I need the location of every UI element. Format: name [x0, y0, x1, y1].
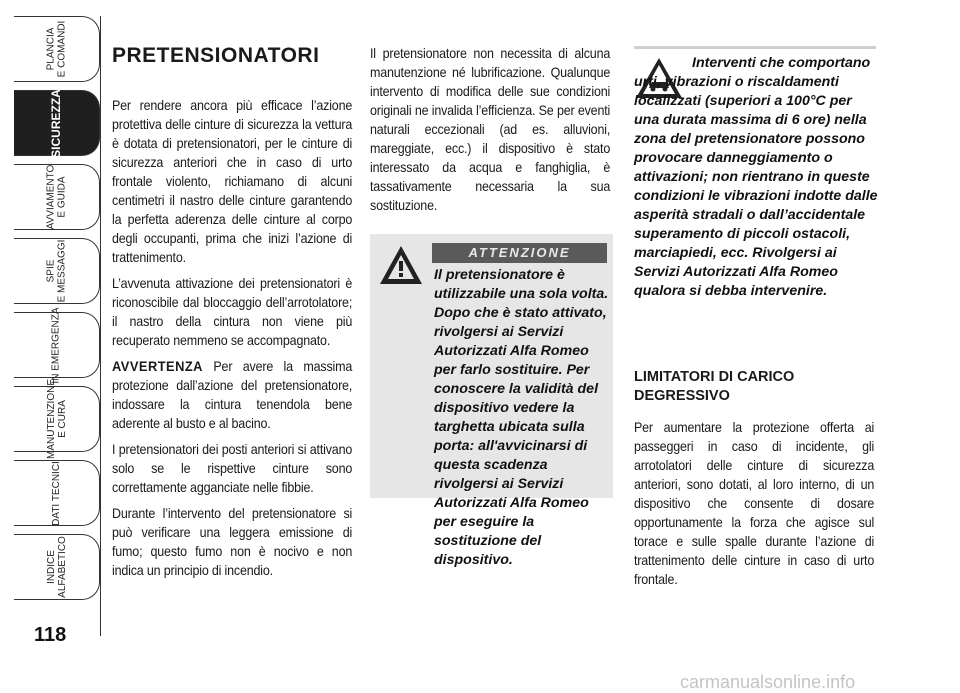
tab-sicurezza[interactable]: [14, 90, 100, 156]
tab-spie[interactable]: [14, 238, 100, 304]
tab-avviamento[interactable]: [14, 164, 100, 230]
paragraph: I pretensionatori dei posti anteriori si attivano solo se le rispettive cinture sono correttamente agganciate nelle fibbie.: [112, 442, 353, 495]
tab-label: MANUTENZIONE E CURA: [45, 379, 68, 459]
paragraph: Per aumentare la protezione offerta ai passeggeri in caso di incidente, gli arrotolatori delle cinture di sicurezza anteriori, sono dotati, al loro interno, di un dispositivo che consente di dosare opportunamente la forza che agisce sul torace e sulle spalle durante l’azione di trattenimento delle cinture in caso di urto frontale.: [634, 420, 875, 587]
tab-label: SPIE E MESSAGGI: [45, 239, 68, 303]
attention-text: [378, 266, 610, 570]
tab-label: SICUREZZA: [48, 88, 63, 158]
page-title: PRETENSIONATORI: [112, 44, 320, 67]
top-rule: [634, 46, 876, 49]
tab-emergenza[interactable]: [14, 306, 100, 384]
tab-plancia[interactable]: [14, 16, 100, 82]
column-1: [112, 44, 352, 587]
column-3-body: [634, 418, 895, 596]
tab-manutenzione[interactable]: [14, 379, 100, 459]
column-2: [370, 44, 612, 222]
tab-label: PLANCIA E COMANDI: [45, 20, 68, 78]
paragraph: Durante l’intervento del pretensionatore si può verificare una leggera emissione di fumo; questo fumo non è nocivo e non indica un principio di incendio.: [112, 506, 353, 578]
attention-label: ATTENZIONE: [432, 243, 607, 263]
avvertenza-label: AVVERTENZA: [112, 358, 203, 374]
avvertenza-text: Per avere la massima protezione dall’azione del pretensionatore, indossare la cintura tenendola bene aderente al busto e al bacino.: [112, 359, 353, 431]
side-divider: [100, 16, 101, 636]
section-heading: LIMITATORI DI CARICO DEGRESSIVO: [634, 369, 795, 404]
side-nav: [14, 16, 100, 616]
warning-text: Il pretensionatore è utilizzabile una sola volta. Dopo che è stato attivato, rivolgersi ai Servizi Autorizzati Alfa Romeo per farlo sostituire. Per conoscere la validità del dispositivo vedere la targhetta ubicata sulla porta: all'avvicinarsi di questa scadenza rivolgersi ai Servizi Autorizzati Alfa Romeo per eseguire la sostituzione del dispositivo.: [434, 267, 609, 568]
tab-indice[interactable]: [14, 534, 100, 600]
page-number: 118: [34, 624, 67, 646]
tab-label: DATI TECNICI: [50, 460, 62, 526]
tab-label: IN EMERGENZA: [51, 306, 62, 384]
paragraph-avvertenza: [112, 357, 352, 433]
hazard-note-text: Interventi che comportano urti, vibrazioni o riscaldamenti localizzati (superiori a 100°C per una durata massima di 6 ore) nella zona del pretensionatore possono provocare danneggiamento o attivazioni; non rientrano in queste condizioni le vibrazioni indotte dalle asperità stradali o dall’accidentale superamento di piccoli ostacoli, marciapiedi, ecc. Rivolgersi ai Servizi Autorizzati Alfa Romeo qualora si debba intervenire.: [634, 55, 878, 299]
paragraph: Il pretensionatore non necessita di alcuna manutenzione né lubrificazione. Qualunque intervento di modifica delle sue condizioni originali ne invalida l’efficienza. Se per eventi naturali eccezionali (ad es. alluvioni, mareggiate, ecc.) il dispositivo è stato interessato da acqua e fanghiglia, è tassativamente necessaria la sua sostituzione.: [370, 46, 611, 213]
paragraph: Per rendere ancora più efficace l’azione protettiva delle cinture di sicurezza la vettura è dotata di pretensionatori, per le cinture di sicurezza anteriori che in caso di urto frontale violento, richiamano di alcuni centimetri il nastro delle cinture garantendo la perfetta aderenza delle cinture al corpo degli occupanti, prima che inizi l’azione di trattenimento.: [112, 98, 353, 265]
tab-dati-tecnici[interactable]: [14, 460, 100, 526]
tab-label: INDICE ALFABETICO: [45, 536, 68, 598]
hazard-note: [634, 54, 878, 301]
watermark: carmanualsonline.info: [680, 672, 856, 692]
paragraph: L’avvenuta attivazione dei pretensionatori è riconoscibile dal bloccaggio dell’arrotolatore; il nastro della cintura non viene più recuperato nemmeno se accompagnato.: [112, 276, 353, 348]
tab-label: AVVIAMENTO E GUIDA: [45, 164, 68, 230]
